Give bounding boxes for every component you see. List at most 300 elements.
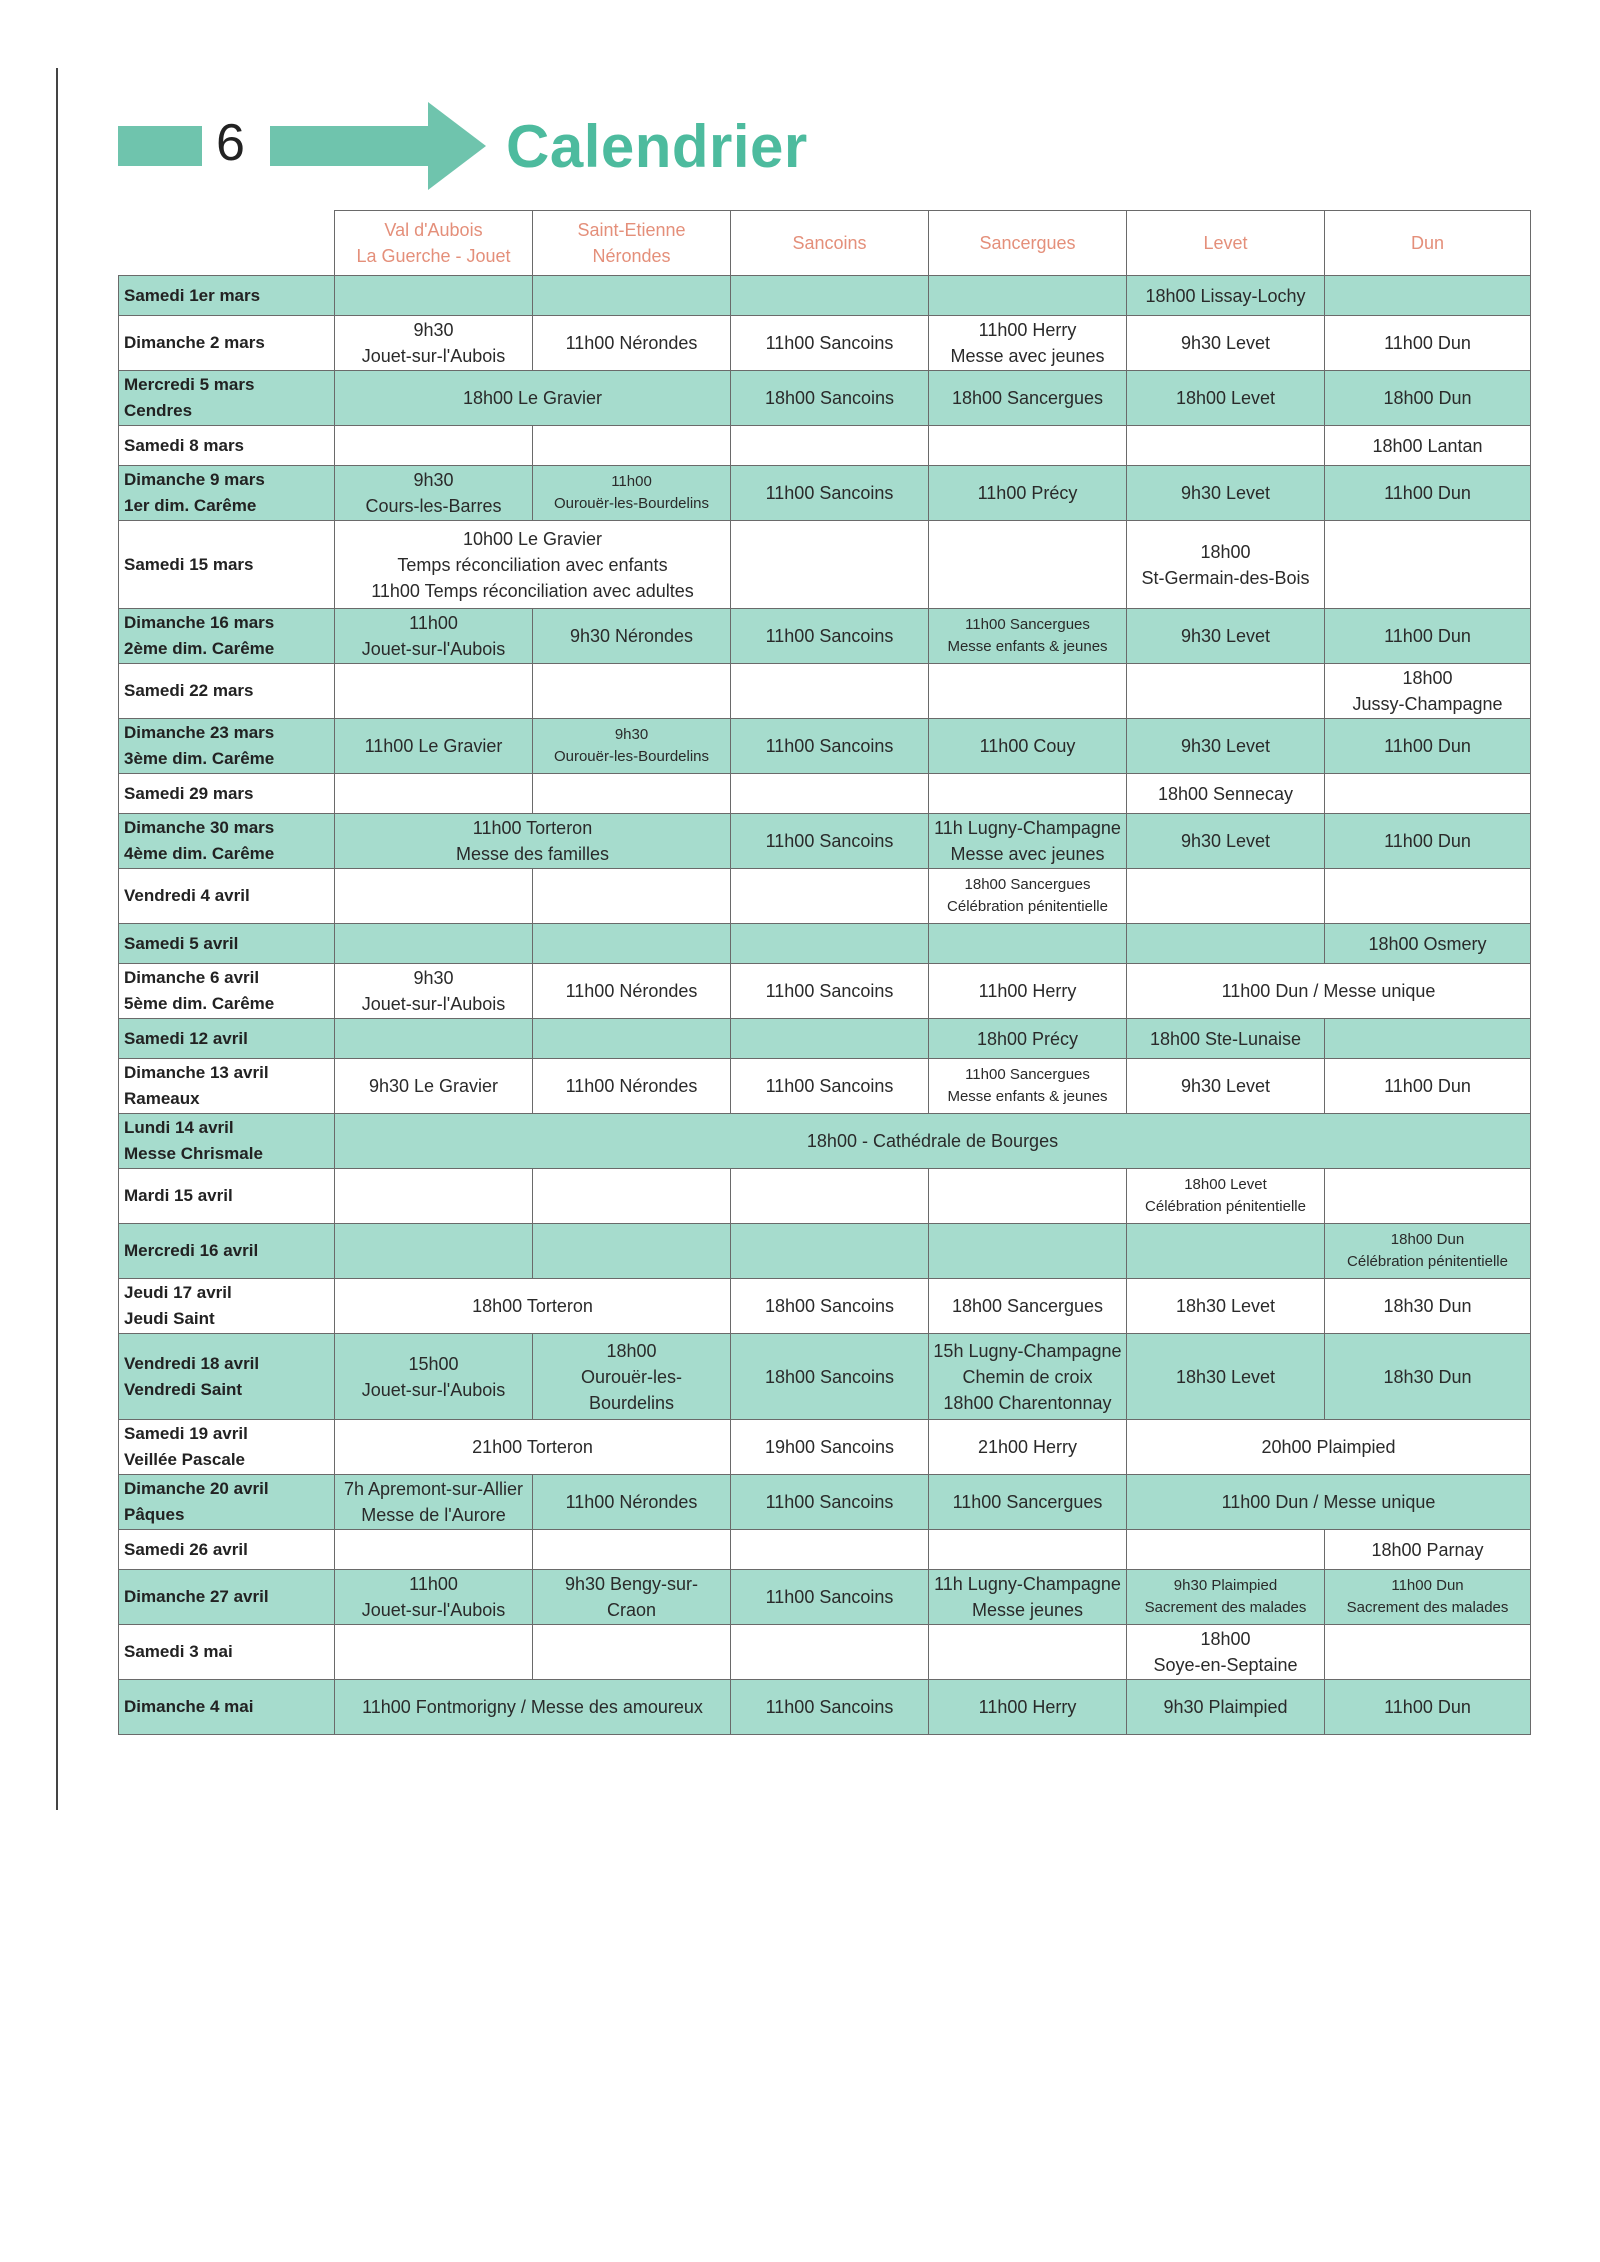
cell-text: 21h00 Torteron (472, 1437, 593, 1457)
cell-text: Temps réconciliation avec enfants (397, 554, 668, 575)
schedule-cell (929, 426, 1127, 466)
schedule-cell (335, 466, 533, 521)
cell-text: 9h30 Levet (1180, 626, 1271, 646)
cell-text: Messe avec jeunes (950, 346, 1105, 366)
cell-text: 9h30 Levet (1180, 483, 1271, 503)
day-text: Vendredi 18 avril (124, 1353, 260, 1373)
schedule-cell (929, 1169, 1127, 1224)
schedule-cell (533, 1334, 731, 1420)
table-row (119, 1224, 1531, 1279)
schedule-cell (335, 719, 533, 774)
schedule-cell (929, 316, 1127, 371)
day-text: Dimanche 2 mars (124, 333, 265, 352)
table-row (119, 1475, 1531, 1530)
cell-text: Célébration pénitentielle (1145, 1198, 1306, 1215)
table-row (119, 814, 1531, 869)
cell-text: 18h00 Osmery (1368, 933, 1487, 954)
cell-text: 9h30 Levet (1180, 1076, 1271, 1096)
day-label (119, 869, 335, 924)
day-text: Samedi 12 avril (124, 1028, 248, 1048)
cell-text: 11h00 Dun / Messe unique (1221, 981, 1436, 1001)
table-row (119, 924, 1531, 964)
schedule-cell (335, 964, 533, 1019)
cell-text: 11h00 Dun (1384, 483, 1471, 503)
table-row (119, 1114, 1531, 1169)
day-label (119, 521, 335, 609)
cell-text: Célébration pénitentielle (947, 898, 1108, 915)
cell-text: 11h00 Sancoins (765, 981, 894, 1001)
cell-text: 11h00 Nérondes (565, 1076, 698, 1096)
schedule-cell (1325, 719, 1531, 774)
corner-cell (119, 211, 335, 276)
table-row (119, 1019, 1531, 1059)
day-text: Samedi 26 avril (124, 1539, 248, 1559)
schedule-cell (929, 466, 1127, 521)
schedule-cell (335, 1019, 533, 1059)
day-label (119, 1475, 335, 1530)
schedule-cell (1127, 664, 1325, 719)
cell-text: Soye-en-Septaine (1153, 1655, 1298, 1675)
day-text: Samedi 3 mai (124, 1642, 233, 1661)
schedule-cell (929, 1530, 1127, 1570)
schedule-cell (335, 924, 533, 964)
arrow-head-icon (428, 102, 486, 190)
cell-text: Messe enfants & jeunes (947, 638, 1108, 655)
schedule-cell (929, 276, 1127, 316)
cell-text: 18h00 Précy (976, 1028, 1079, 1049)
col-header-sancoins: Sancoins (731, 211, 929, 276)
schedule-cell (1127, 1420, 1531, 1475)
cell-text: Bourdelins (588, 1392, 675, 1413)
cell-text: 19h00 Sancoins (764, 1437, 895, 1457)
schedule-cell (1127, 521, 1325, 609)
cell-text: 11h00 Sancoins (765, 1076, 894, 1096)
cell-text: 11h00 Sancoins (765, 1697, 894, 1717)
cell-text: 11h00 Nérondes (565, 1492, 698, 1512)
schedule-cell (731, 1019, 929, 1059)
schedule-cell (731, 1334, 929, 1420)
schedule-cell (335, 1570, 533, 1625)
cell-text: Sacrement des malades (1144, 1599, 1307, 1616)
cell-text: 11h00 Dun (1384, 333, 1471, 353)
cell-text: 18h00 Sancoins (764, 1296, 895, 1316)
schedule-cell (1325, 1530, 1531, 1570)
day-text: Dimanche 16 mars (124, 613, 275, 632)
schedule-cell (533, 1570, 731, 1625)
day-text: Mardi 15 avril (124, 1186, 233, 1205)
schedule-cell (929, 1279, 1127, 1334)
schedule-cell (731, 869, 929, 924)
day-label (119, 1279, 335, 1334)
schedule-cell (731, 774, 929, 814)
day-text: Dimanche 4 mai (124, 1697, 254, 1716)
schedule-cell (533, 316, 731, 371)
schedule-cell (929, 609, 1127, 664)
table-row (119, 774, 1531, 814)
day-label (119, 1114, 335, 1169)
schedule-cell (929, 1475, 1127, 1530)
schedule-cell (1325, 316, 1531, 371)
table-row (119, 964, 1531, 1019)
table-row (119, 1420, 1531, 1475)
cell-text: 20h00 Plaimpied (1261, 1437, 1396, 1457)
col-header-val-daubois: Val d'Aubois La Guerche - Jouet (335, 211, 533, 276)
cell-text: 11h00 (611, 473, 652, 490)
schedule-cell (1127, 1570, 1325, 1625)
schedule-cell (1127, 964, 1531, 1019)
cell-text: 18h00 Sancoins (764, 388, 895, 408)
schedule-cell (731, 924, 929, 964)
cell-text: 11h00 Couy (979, 736, 1076, 756)
schedule-cell (929, 1420, 1127, 1475)
schedule-cell (1127, 774, 1325, 814)
schedule-cell (533, 609, 731, 664)
cell-text: Craon (606, 1600, 657, 1620)
schedule-cell (1127, 426, 1325, 466)
schedule-cell (929, 964, 1127, 1019)
cell-text: 11h00 Sancoins (765, 1587, 894, 1607)
schedule-cell (1325, 466, 1531, 521)
schedule-cell (533, 1475, 731, 1530)
header-bar (118, 126, 202, 166)
day-text: Dimanche 30 mars (124, 818, 275, 837)
cell-text: 11h00 Sancoins (765, 626, 894, 646)
day-text: Samedi 5 avril (124, 933, 239, 953)
schedule-cell (731, 276, 929, 316)
schedule-cell (335, 1625, 533, 1680)
cell-text: 18h00 Le Gravier (462, 388, 603, 408)
table-row (119, 521, 1531, 609)
cell-text: 18h00 Ste-Lunaise (1149, 1028, 1302, 1049)
cell-text: 15h00 (408, 1353, 459, 1374)
day-text: Mercredi 16 avril (124, 1241, 259, 1260)
day-label (119, 426, 335, 466)
schedule-cell (335, 521, 731, 609)
day-text: Samedi 19 avril (124, 1424, 248, 1443)
schedule-cell (533, 1530, 731, 1570)
schedule-cell (929, 814, 1127, 869)
schedule-cell (731, 1625, 929, 1680)
cell-text: 11h00 Temps réconciliation avec adultes (371, 580, 694, 601)
schedule-cell (1127, 276, 1325, 316)
cell-text: Jouet-sur-l'Aubois (361, 1600, 506, 1620)
cell-text: 18h00 Dun (1383, 388, 1472, 408)
cell-text: 18h30 Dun (1383, 1366, 1472, 1387)
cell-text: 9h30 (413, 968, 454, 988)
cell-text: 11h00 Sancergues (965, 1066, 1090, 1083)
schedule-cell (335, 869, 533, 924)
cell-text: 11h00 Herry (978, 981, 1077, 1001)
table-row (119, 276, 1531, 316)
cell-text: 11h00 (409, 1574, 458, 1594)
schedule-cell (1127, 1169, 1325, 1224)
schedule-cell (731, 1059, 929, 1114)
cell-text: 15h Lugny-Champagne (933, 1340, 1122, 1361)
cell-text: 18h30 Dun (1383, 1296, 1472, 1316)
cell-text: Messe des familles (455, 844, 610, 864)
schedule-cell (1127, 1680, 1325, 1735)
cell-text: 18h00 Levet (1184, 1176, 1267, 1193)
day-text: Messe Chrismale (124, 1144, 263, 1163)
cell-text: 18h30 Levet (1175, 1296, 1276, 1316)
cell-text: 11h00 Herry (978, 1697, 1077, 1717)
cell-text: 9h30 Levet (1180, 831, 1271, 851)
table-row (119, 869, 1531, 924)
schedule-cell (533, 1019, 731, 1059)
cell-text: 9h30 Plaimpied (1163, 1697, 1288, 1717)
schedule-cell (533, 664, 731, 719)
day-text: Dimanche 9 mars (124, 470, 265, 489)
schedule-cell (533, 774, 731, 814)
cell-text: 18h00 Sancergues (951, 388, 1104, 408)
schedule-cell (335, 1334, 533, 1420)
schedule-cell (1325, 609, 1531, 664)
schedule-cell (1325, 869, 1531, 924)
cell-text: 11h00 Sancoins (765, 831, 894, 851)
cell-text: Jouet-sur-l'Aubois (361, 1379, 506, 1400)
cell-text: 18h00 Sancergues (951, 1296, 1104, 1316)
schedule-cell (1127, 1530, 1325, 1570)
cell-text: Ourouër-les- (580, 1366, 683, 1387)
table-row (119, 1279, 1531, 1334)
cell-text: 9h30 (413, 470, 454, 490)
schedule-cell (1325, 814, 1531, 869)
cell-text: 9h30 Nérondes (569, 626, 694, 646)
schedule-cell (1325, 426, 1531, 466)
cell-text: Ourouër-les-Bourdelins (553, 495, 710, 512)
schedule-cell (1127, 924, 1325, 964)
schedule-cell (731, 964, 929, 1019)
day-text: 1er dim. Carême (124, 496, 257, 515)
schedule-cell (929, 1059, 1127, 1114)
calendar-table (118, 210, 1531, 1735)
schedule-cell (533, 869, 731, 924)
cell-text: 18h00 (1402, 668, 1453, 688)
cell-text: 18h30 Levet (1175, 1366, 1276, 1387)
day-text: Dimanche 20 avril (124, 1479, 269, 1498)
cell-text: 11h00 Sancoins (765, 333, 894, 353)
schedule-cell (1127, 316, 1325, 371)
schedule-cell (1325, 1680, 1531, 1735)
table-row (119, 1169, 1531, 1224)
schedule-cell (1325, 1625, 1531, 1680)
day-text: Lundi 14 avril (124, 1118, 234, 1137)
day-text: Dimanche 27 avril (124, 1587, 269, 1606)
schedule-cell (731, 814, 929, 869)
table-row (119, 1059, 1531, 1114)
cell-text: Sacrement des malades (1346, 1599, 1509, 1616)
schedule-cell (1325, 1169, 1531, 1224)
schedule-cell (929, 869, 1127, 924)
schedule-cell (731, 1420, 929, 1475)
header-row (119, 211, 1531, 276)
schedule-cell (1127, 719, 1325, 774)
cell-text: 18h00 Parnay (1371, 1539, 1484, 1560)
schedule-cell (929, 719, 1127, 774)
day-text: Rameaux (124, 1089, 200, 1108)
cell-text: St-Germain-des-Bois (1141, 567, 1310, 588)
schedule-cell (731, 1530, 929, 1570)
cell-text: Jouet-sur-l'Aubois (361, 346, 506, 366)
cell-text: 18h00 Sancoins (764, 1366, 895, 1387)
day-text: Samedi 8 mars (124, 435, 245, 455)
schedule-cell (335, 1420, 731, 1475)
cell-text: 11h Lugny-Champagne (934, 818, 1121, 838)
schedule-cell (929, 521, 1127, 609)
cell-text: Célébration pénitentielle (1347, 1253, 1508, 1270)
schedule-cell (1325, 276, 1531, 316)
col-header-sancergues: Sancergues (929, 211, 1127, 276)
cell-text: 18h00 - Cathédrale de Bourges (806, 1131, 1059, 1151)
day-label (119, 466, 335, 521)
schedule-cell (731, 1224, 929, 1279)
schedule-cell (335, 426, 533, 466)
table-row (119, 1334, 1531, 1420)
schedule-cell (335, 1680, 731, 1735)
cell-text: 9h30 Plaimpied (1173, 1577, 1278, 1594)
schedule-cell (731, 316, 929, 371)
schedule-cell (929, 1570, 1127, 1625)
schedule-cell (1127, 1625, 1325, 1680)
cell-text: 18h00 Torteron (472, 1296, 593, 1316)
page-header (118, 96, 838, 196)
day-text: Pâques (124, 1505, 185, 1524)
schedule-cell (335, 1224, 533, 1279)
cell-text: 11h00 Herry (978, 320, 1077, 340)
cell-text: 11h00 Sancergues (965, 616, 1090, 633)
schedule-cell (929, 1334, 1127, 1420)
cell-text: 10h00 Le Gravier (462, 528, 603, 549)
table-row (119, 371, 1531, 426)
day-label (119, 1224, 335, 1279)
schedule-cell (1127, 1475, 1531, 1530)
cell-text: Jouet-sur-l'Aubois (361, 639, 506, 659)
schedule-cell (533, 924, 731, 964)
cell-text: 18h00 Sennecay (1157, 783, 1294, 804)
day-text: Cendres (124, 401, 193, 420)
day-text: 5ème dim. Carême (124, 994, 275, 1013)
cell-text: 18h00 Sancergues (964, 876, 1091, 893)
schedule-cell (1127, 1224, 1325, 1279)
schedule-cell (929, 1680, 1127, 1735)
cell-text: 11h00 Dun (1391, 1577, 1464, 1594)
day-label (119, 276, 335, 316)
schedule-cell (533, 719, 731, 774)
schedule-cell (731, 609, 929, 664)
cell-text: 18h00 (1200, 541, 1251, 562)
cell-text: 9h30 Levet (1180, 736, 1271, 756)
day-text: Jeudi Saint (124, 1309, 215, 1328)
day-label (119, 609, 335, 664)
schedule-cell (335, 1475, 533, 1530)
day-label (119, 316, 335, 371)
cell-text: Ourouër-les-Bourdelins (553, 748, 710, 765)
schedule-cell (731, 719, 929, 774)
schedule-cell (1127, 609, 1325, 664)
schedule-cell (929, 1224, 1127, 1279)
schedule-cell (1325, 1059, 1531, 1114)
table-row (119, 664, 1531, 719)
col-header-levet: Levet (1127, 211, 1325, 276)
day-label (119, 1059, 335, 1114)
schedule-cell (929, 1019, 1127, 1059)
cell-text: 9h30 Bengy-sur- (564, 1574, 699, 1594)
cell-text: 18h00 (606, 1340, 657, 1361)
schedule-cell (335, 1059, 533, 1114)
cell-text: 9h30 (614, 726, 649, 743)
schedule-cell (533, 426, 731, 466)
schedule-cell (731, 1279, 929, 1334)
day-text: Jeudi 17 avril (124, 1283, 232, 1302)
schedule-cell (335, 814, 731, 869)
cell-text: 11h00 Dun (1384, 1697, 1471, 1717)
schedule-cell (335, 774, 533, 814)
table-row (119, 466, 1531, 521)
schedule-cell (533, 466, 731, 521)
schedule-cell (1127, 814, 1325, 869)
schedule-cell (1325, 924, 1531, 964)
day-label (119, 814, 335, 869)
schedule-cell (731, 466, 929, 521)
cell-text: 11h00 (409, 613, 458, 633)
cell-text: 11h00 Sancergues (952, 1492, 1103, 1512)
schedule-cell (1127, 1059, 1325, 1114)
cell-text: Messe jeunes (971, 1600, 1084, 1620)
cell-text: 11h00 Sancoins (765, 1492, 894, 1512)
cell-text: Cours-les-Barres (365, 496, 502, 516)
cell-text: 11h00 Le Gravier (364, 736, 503, 756)
schedule-cell (731, 521, 929, 609)
schedule-cell (929, 371, 1127, 426)
day-text: Samedi 29 mars (124, 783, 254, 803)
col-header-dun: Dun (1325, 211, 1531, 276)
cell-text: Jussy-Champagne (1352, 694, 1503, 714)
schedule-cell (533, 1625, 731, 1680)
schedule-cell (929, 774, 1127, 814)
cell-text: 11h00 Nérondes (565, 333, 698, 353)
cell-text: Chemin de croix (962, 1366, 1093, 1387)
arrow-right-icon (270, 126, 430, 166)
cell-text: 18h00 Levet (1175, 388, 1276, 408)
cell-text: 9h30 (413, 320, 454, 340)
cell-text: 11h00 Précy (977, 483, 1078, 503)
table-row (119, 1530, 1531, 1570)
table-row (119, 1625, 1531, 1680)
schedule-cell (1127, 1334, 1325, 1420)
schedule-cell (335, 1169, 533, 1224)
margin-rule (56, 68, 58, 1810)
schedule-cell (1325, 371, 1531, 426)
day-label (119, 1420, 335, 1475)
schedule-cell (1325, 774, 1531, 814)
table-row (119, 609, 1531, 664)
schedule-cell (335, 1530, 533, 1570)
day-text: Samedi 15 mars (124, 554, 254, 574)
day-label (119, 1169, 335, 1224)
schedule-cell (929, 1625, 1127, 1680)
schedule-cell (1325, 1019, 1531, 1059)
cell-text: Messe de l'Aurore (361, 1505, 506, 1525)
schedule-cell (929, 924, 1127, 964)
day-text: 3ème dim. Carême (124, 749, 275, 768)
table-row (119, 1680, 1531, 1735)
schedule-cell (1325, 1279, 1531, 1334)
schedule-cell (731, 371, 929, 426)
cell-text: 11h00 Nérondes (565, 981, 698, 1001)
cell-text: 7h Apremont-sur-Allier (343, 1479, 524, 1499)
day-label (119, 1530, 335, 1570)
day-text: 2ème dim. Carême (124, 639, 275, 658)
